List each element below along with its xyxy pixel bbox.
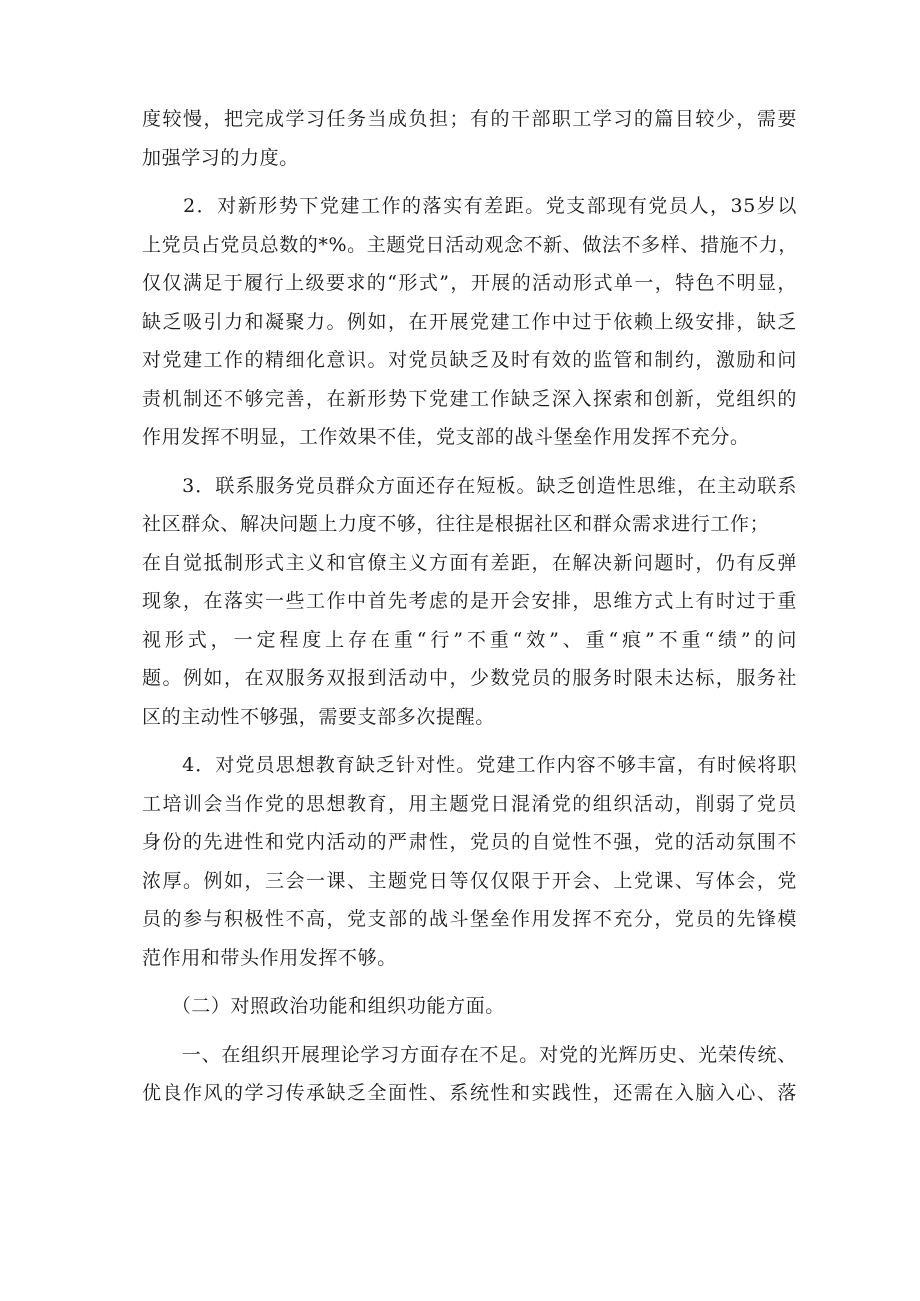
text-line: 4．对党员思想教育缺乏针对性。党建工作内容不够丰富，有时候将职 [142,754,797,776]
text-line: 范作用和带头作用发挥不够。 [142,946,397,969]
section-heading [142,987,797,1026]
text-line: 仅仅满足于履行上级要求的“形式”，开展的活动形式单一，特色不明显， [142,272,797,294]
text-line: 优良作风的学习传承缺乏全面性、系统性和实践性，还需在入脑入心、落 [142,1082,797,1104]
text-line: 责机制还不够完善，在新形势下党建工作缺乏深入探索和创新，党组织的 [142,387,797,410]
document-body [142,100,797,1113]
paragraph-item-4 [142,746,797,977]
text-line: 一、在组织开展理论学习方面存在不足。对党的光辉历史、光荣传统、 [142,1043,797,1066]
paragraph-item-3 [142,467,797,737]
text-line: 缺乏吸引力和凝聚力。例如，在开展党建工作中过于依赖上级安排，缺乏 [142,310,797,333]
text-line: 作用发挥不明显，工作效果不佳，党支部的战斗堡垒作用发挥不充分。 [142,426,750,448]
text-line: 员的参与积极性不高，党支部的战斗堡垒作用发挥不充分，党员的先锋模 [142,908,797,930]
text-line: 社区群众、解决问题上力度不够，往往是根据社区和群众需求进行工作； [142,513,770,535]
text-line: 题。例如，在双服务双报到活动中，少数党员的服务时限未达标，服务社 [142,667,797,689]
paragraph-section-1 [142,1036,797,1113]
paragraph-continuation [142,100,797,177]
text-line: 浓厚。例如，三会一课、主题党日等仅仅限于开会、上党课、写体会，党 [142,869,797,892]
text-line: 身份的先进性和党内活动的严肃性，党员的自觉性不强，党的活动氛围不 [142,831,797,853]
text-line: 2．对新形势下党建工作的落实有差距。党支部现有党员人，35岁以 [142,195,797,217]
text-line: 视形式，一定程度上存在重“行”不重“效”、重“痕”不重“绩”的问 [142,628,797,651]
text-line: 上党员占党员总数的*%。主题党日活动观念不新、做法不多样、措施不力， [142,233,798,256]
text-line: 3．联系服务党员群众方面还存在短板。缺乏创造性思维，在主动联系 [142,474,797,497]
text-line: 在自觉抵制形式主义和官僚主义方面有差距，在解决新问题时，仍有反弹 [142,551,797,574]
text-line: 现象，在落实一些工作中首先考虑的是开会安排，思维方式上有时过于重 [142,590,797,612]
text-line: 工培训会当作党的思想教育，用主题党日混淆党的组织活动，削弱了党员 [142,792,797,815]
text-line: 区的主动性不够强，需要支部多次提醒。 [142,705,495,728]
text-line: 度较慢，把完成学习任务当成负担；有的干部职工学习的篇目较少，需要 [142,108,797,130]
paragraph-item-2 [142,187,797,457]
text-line: （二）对照政治功能和组织功能方面。 [142,995,505,1017]
text-line: 加强学习的力度。 [142,146,299,169]
text-line: 对党建工作的精细化意识。对党员缺乏及时有效的监管和制约，激励和问 [142,349,797,371]
